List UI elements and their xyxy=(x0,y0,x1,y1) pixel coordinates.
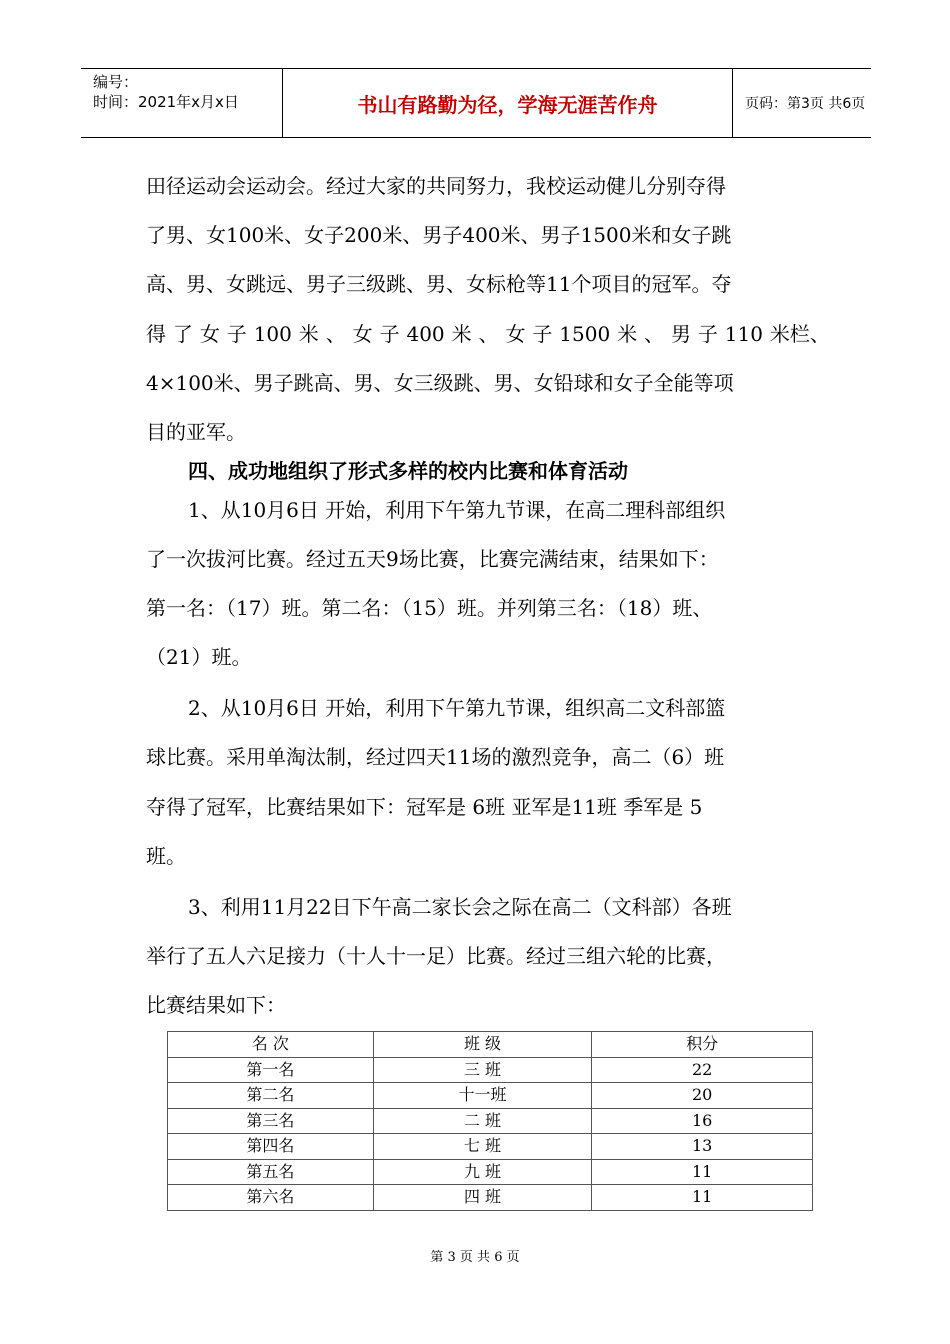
word: 、 xyxy=(325,322,346,346)
rank-cell: 第一名 xyxy=(168,1057,374,1083)
page-footer: 第 3 页 共 6 页 xyxy=(430,1250,520,1265)
score-cell: 20 xyxy=(592,1083,813,1109)
table-row xyxy=(168,1134,813,1160)
rank-cell: 第六名 xyxy=(168,1185,374,1211)
text-line: 夺得了冠军，比赛结果如下：冠军是 6班 亚军是11班 季军是 5 xyxy=(146,795,703,819)
word: 1500 xyxy=(559,322,611,346)
table-row xyxy=(168,1083,813,1109)
table-row xyxy=(168,1159,813,1185)
text-line: （21）班。 xyxy=(146,645,252,669)
table-row xyxy=(168,1185,813,1211)
class-cell: 三 班 xyxy=(373,1057,592,1083)
word: 100 xyxy=(253,322,292,346)
word: 米 xyxy=(451,322,472,346)
word: 得 xyxy=(146,322,166,346)
text-line: 班。 xyxy=(146,844,186,868)
header-cell-score: 积分 xyxy=(592,1032,813,1058)
word: 110 xyxy=(724,322,763,346)
word: 了 xyxy=(172,322,193,346)
page-header xyxy=(81,68,871,138)
text-line: 田径运动会运动会。经过大家的共同努力，我校运动健儿分别夺得 xyxy=(146,174,726,198)
word: 子 xyxy=(379,322,400,346)
header-cell-rank: 名 次 xyxy=(168,1032,374,1058)
class-cell: 十一班 xyxy=(373,1083,592,1109)
text-line: 1、从10月6日 开始，利用下午第九节课，在高二理科部组织 xyxy=(188,498,726,522)
word: 米 xyxy=(298,322,319,346)
header-left-cell xyxy=(81,69,283,137)
rank-cell: 第三名 xyxy=(168,1108,374,1134)
text-line: 了男、女100米、女子200米、男子400米、男子1500米和女子跳 xyxy=(146,223,732,247)
text-line: 2、从10月6日 开始，利用下午第九节课，组织高二文科部篮 xyxy=(188,696,726,720)
text-line: 目的亚军。 xyxy=(146,420,246,444)
word: 、 xyxy=(644,322,665,346)
score-cell: 22 xyxy=(592,1057,813,1083)
header-motto: 书山有路勤为径，学海无涯苦作舟 xyxy=(283,69,733,137)
score-cell: 11 xyxy=(592,1185,813,1211)
text-line: 了一次拔河比赛。经过五天9场比赛，比赛完满结束，结果如下： xyxy=(146,547,719,571)
text-line: 比赛结果如下： xyxy=(146,993,286,1017)
number-label: 编号： xyxy=(93,73,139,91)
class-cell: 七 班 xyxy=(373,1134,592,1160)
word: 女 xyxy=(505,322,526,346)
text-line: 高、男、女跳远、男子三级跳、男、女标枪等11个项目的冠军。夺 xyxy=(146,272,732,296)
score-cell: 16 xyxy=(592,1108,813,1134)
score-cell: 13 xyxy=(592,1134,813,1160)
word: 子 xyxy=(226,322,247,346)
text-line: 举行了五人六足接力（十人十一足）比赛。经过三组六轮的比赛， xyxy=(146,944,726,968)
text-line: 4×100米、男子跳高、男、女三级跳、男、女铅球和女子全能等项 xyxy=(146,371,734,395)
table-row xyxy=(168,1108,813,1134)
text-line-justified xyxy=(146,320,830,348)
word: 子 xyxy=(532,322,553,346)
table-row xyxy=(168,1057,813,1083)
rank-cell: 第二名 xyxy=(168,1083,374,1109)
text-line: 3、利用11月22日下午高二家长会之际在高二（文科部）各班 xyxy=(188,895,732,919)
class-cell: 四 班 xyxy=(373,1185,592,1211)
word: 男 xyxy=(670,322,691,346)
word: 女 xyxy=(352,322,373,346)
section-heading: 四、成功地组织了形式多样的校内比赛和体育活动 xyxy=(188,459,628,483)
header-page-info: 页码：第3页 共6页 xyxy=(745,96,866,112)
table-header-row xyxy=(168,1032,813,1058)
word: 子 xyxy=(697,322,718,346)
text-line: 球比赛。采用单淘汰制，经过四天11场的激烈竞争，高二（6）班 xyxy=(146,745,725,769)
text-line: 第一名：（17）班。第二名：（15）班。并列第三名：（18）班、 xyxy=(146,596,713,620)
header-cell-class: 班 级 xyxy=(373,1032,592,1058)
class-cell: 九 班 xyxy=(373,1159,592,1185)
word: 女 xyxy=(199,322,220,346)
class-cell: 二 班 xyxy=(373,1108,592,1134)
word: 、 xyxy=(478,322,499,346)
time-label: 时间：2021年x月x日 xyxy=(93,93,239,111)
score-cell: 11 xyxy=(592,1159,813,1185)
rank-cell: 第四名 xyxy=(168,1134,374,1160)
rank-cell: 第五名 xyxy=(168,1159,374,1185)
word: 米栏、 xyxy=(769,322,830,346)
word: 米 xyxy=(617,322,638,346)
ranking-table xyxy=(167,1031,813,1211)
word: 400 xyxy=(406,322,445,346)
